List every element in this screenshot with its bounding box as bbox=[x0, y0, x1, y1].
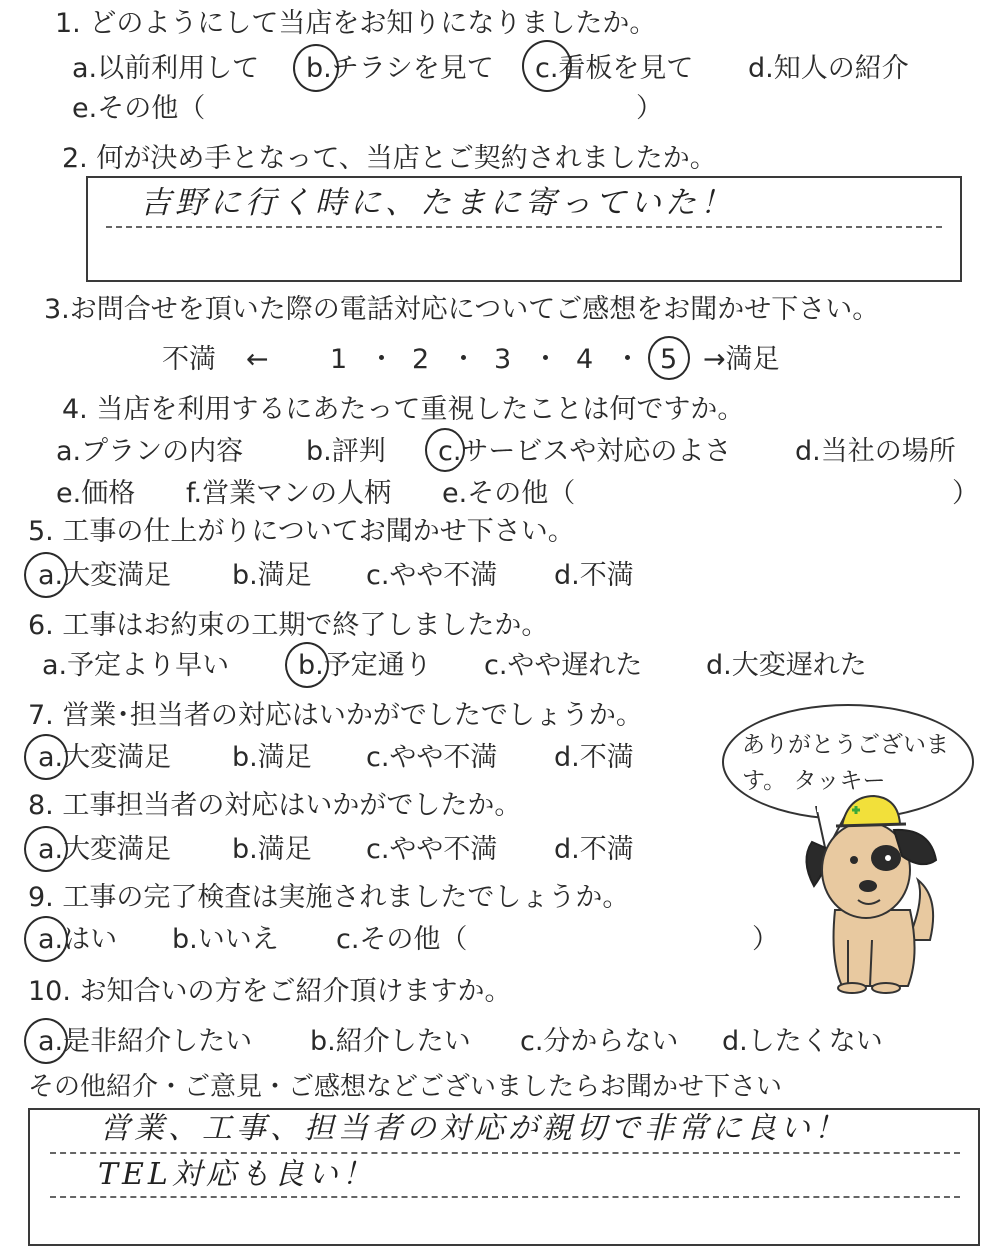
q3-scale-2[interactable]: 2 bbox=[412, 344, 430, 375]
q9-option-c[interactable]: c.その他（ bbox=[336, 924, 468, 955]
speech-line-1: ありがとうございま bbox=[742, 732, 949, 758]
q4-option-b[interactable]: b.評判 bbox=[306, 436, 386, 467]
q2-question: 2. 何が決め手となって、当店とご契約されましたか。 bbox=[62, 143, 717, 174]
q1-option-c[interactable]: c.看板を見て bbox=[535, 53, 694, 84]
q5-option-a-circle-mark bbox=[24, 552, 68, 598]
q3-scale-5[interactable]: 5 bbox=[660, 344, 678, 375]
dog-hat-brim bbox=[836, 824, 906, 826]
dog-eye-right bbox=[885, 855, 891, 861]
q9-option-a-circle-mark bbox=[24, 916, 68, 962]
q8-option-a-circle-mark bbox=[24, 826, 68, 872]
q10-option-a[interactable]: a.是非紹介したい bbox=[38, 1026, 253, 1057]
q3-scale-3[interactable]: 3 bbox=[494, 344, 512, 375]
q7-option-d[interactable]: d.不満 bbox=[554, 742, 634, 773]
mascot-dog-illustration bbox=[790, 790, 965, 995]
q4-option-other-close: ） bbox=[952, 478, 979, 509]
q3-scale-1[interactable]: 1 bbox=[330, 344, 348, 375]
q8-question: 8. 工事担当者の対応はいかがでしたか。 bbox=[28, 790, 522, 821]
q1-option-b[interactable]: b.チラシを見て bbox=[306, 53, 494, 84]
q10-option-b[interactable]: b.紹介したい bbox=[310, 1026, 471, 1057]
q6-option-c[interactable]: c.やや遅れた bbox=[484, 650, 643, 681]
q8-option-b[interactable]: b.満足 bbox=[232, 834, 312, 865]
q7-question: 7. 営業･担当者の対応はいかがでしたでしょうか。 bbox=[28, 700, 643, 731]
q4-option-f[interactable]: f.営業マンの人柄 bbox=[186, 478, 392, 509]
q8-option-d[interactable]: d.不満 bbox=[554, 834, 634, 865]
q3-scale-dot: ・ bbox=[614, 344, 641, 375]
q6-option-d[interactable]: d.大変遅れた bbox=[706, 650, 867, 681]
dog-paw-right bbox=[872, 983, 900, 993]
dog-paw-left bbox=[838, 983, 866, 993]
q9-option-a[interactable]: a.はい bbox=[38, 924, 118, 955]
speech-line-2: す。 タッキー bbox=[742, 768, 886, 794]
q10-question: 10. お知合いの方をご紹介頂けますか。 bbox=[28, 976, 512, 1007]
q8-option-c[interactable]: c.やや不満 bbox=[366, 834, 498, 865]
q6-option-b-circle-mark bbox=[285, 642, 329, 688]
q7-option-a[interactable]: a.大変満足 bbox=[38, 742, 172, 773]
comments-line-1 bbox=[50, 1152, 960, 1154]
dog-hat bbox=[842, 796, 900, 826]
q1-question: 1. どのようにして当店をお知りになりましたか。 bbox=[55, 8, 657, 39]
q6-option-b[interactable]: b.予定通り bbox=[298, 650, 432, 681]
dog-body bbox=[834, 910, 915, 986]
q5-option-c[interactable]: c.やや不満 bbox=[366, 560, 498, 591]
comments-handwriting-line-1: 営業、工事、担当者の対応が親切で非常に良い！ bbox=[100, 1111, 848, 1146]
q9-question: 9. 工事の完了検査は実施されましたでしょうか。 bbox=[28, 882, 630, 913]
q1-option-c-circle-mark bbox=[522, 40, 572, 92]
q3-scale-low-label: 不満 bbox=[162, 344, 216, 375]
q1-option-e[interactable]: e.その他（ bbox=[72, 93, 206, 124]
q3-scale-dot: ・ bbox=[368, 344, 395, 375]
q2-answer-line bbox=[106, 226, 942, 228]
q3-scale-high-label: →満足 bbox=[703, 344, 780, 375]
q10-option-d[interactable]: d.したくない bbox=[722, 1026, 883, 1057]
q3-arrow-left: ← bbox=[246, 344, 269, 375]
q5-option-b[interactable]: b.満足 bbox=[232, 560, 312, 591]
q4-option-a[interactable]: a.プランの内容 bbox=[56, 436, 244, 467]
q3-question: 3.お問合せを頂いた際の電話対応についてご感想をお聞かせ下さい。 bbox=[44, 294, 880, 325]
q4-option-c-circle-mark bbox=[425, 428, 465, 472]
q7-option-b[interactable]: b.満足 bbox=[232, 742, 312, 773]
q1-option-e-close: ） bbox=[636, 93, 663, 124]
q3-scale-dot: ・ bbox=[450, 344, 477, 375]
q3-scale-4[interactable]: 4 bbox=[576, 344, 594, 375]
q5-option-d[interactable]: d.不満 bbox=[554, 560, 634, 591]
q4-question: 4. 当店を利用するにあたって重視したことは何ですか。 bbox=[62, 394, 745, 425]
comments-line-2 bbox=[50, 1196, 960, 1198]
comments-prompt: その他紹介・ご意見・ご感想などございましたらお聞かせ下さい bbox=[28, 1072, 783, 1102]
q1-option-a[interactable]: a.以前利用して bbox=[72, 53, 260, 84]
q4-option-c[interactable]: c.サービスや対応のよさ bbox=[438, 436, 732, 467]
q2-answer-handwriting: 吉野に行く時に、たまに寄っていた！ bbox=[140, 185, 735, 221]
q4-option-other[interactable]: e.その他（ bbox=[442, 478, 576, 509]
q3-scale-dot: ・ bbox=[532, 344, 559, 375]
dog-eye-left bbox=[850, 856, 858, 864]
dog-nose bbox=[859, 880, 877, 892]
q7-option-a-circle-mark bbox=[24, 734, 68, 780]
q5-question: 5. 工事の仕上がりについてお聞かせ下さい。 bbox=[28, 516, 575, 547]
q9-option-b[interactable]: b.いいえ bbox=[172, 924, 279, 955]
comments-handwriting-line-2: TEL対応も良い！ bbox=[98, 1157, 376, 1192]
q10-option-c[interactable]: c.分からない bbox=[520, 1026, 679, 1057]
q3-scale-5-circle-mark bbox=[648, 336, 690, 380]
q9-option-c-close: ） bbox=[752, 924, 779, 955]
q4-option-e[interactable]: e.価格 bbox=[56, 478, 136, 509]
q6-option-a[interactable]: a.予定より早い bbox=[42, 650, 230, 681]
q7-option-c[interactable]: c.やや不満 bbox=[366, 742, 498, 773]
q1-option-d[interactable]: d.知人の紹介 bbox=[748, 53, 909, 84]
q6-question: 6. 工事はお約束の工期で終了しましたか。 bbox=[28, 610, 549, 641]
q10-option-a-circle-mark bbox=[24, 1018, 68, 1064]
q4-option-d[interactable]: d.当社の場所 bbox=[795, 436, 956, 467]
q8-option-a[interactable]: a.大変満足 bbox=[38, 834, 172, 865]
q5-option-a[interactable]: a.大変満足 bbox=[38, 560, 172, 591]
q1-option-b-circle-mark bbox=[293, 44, 339, 92]
